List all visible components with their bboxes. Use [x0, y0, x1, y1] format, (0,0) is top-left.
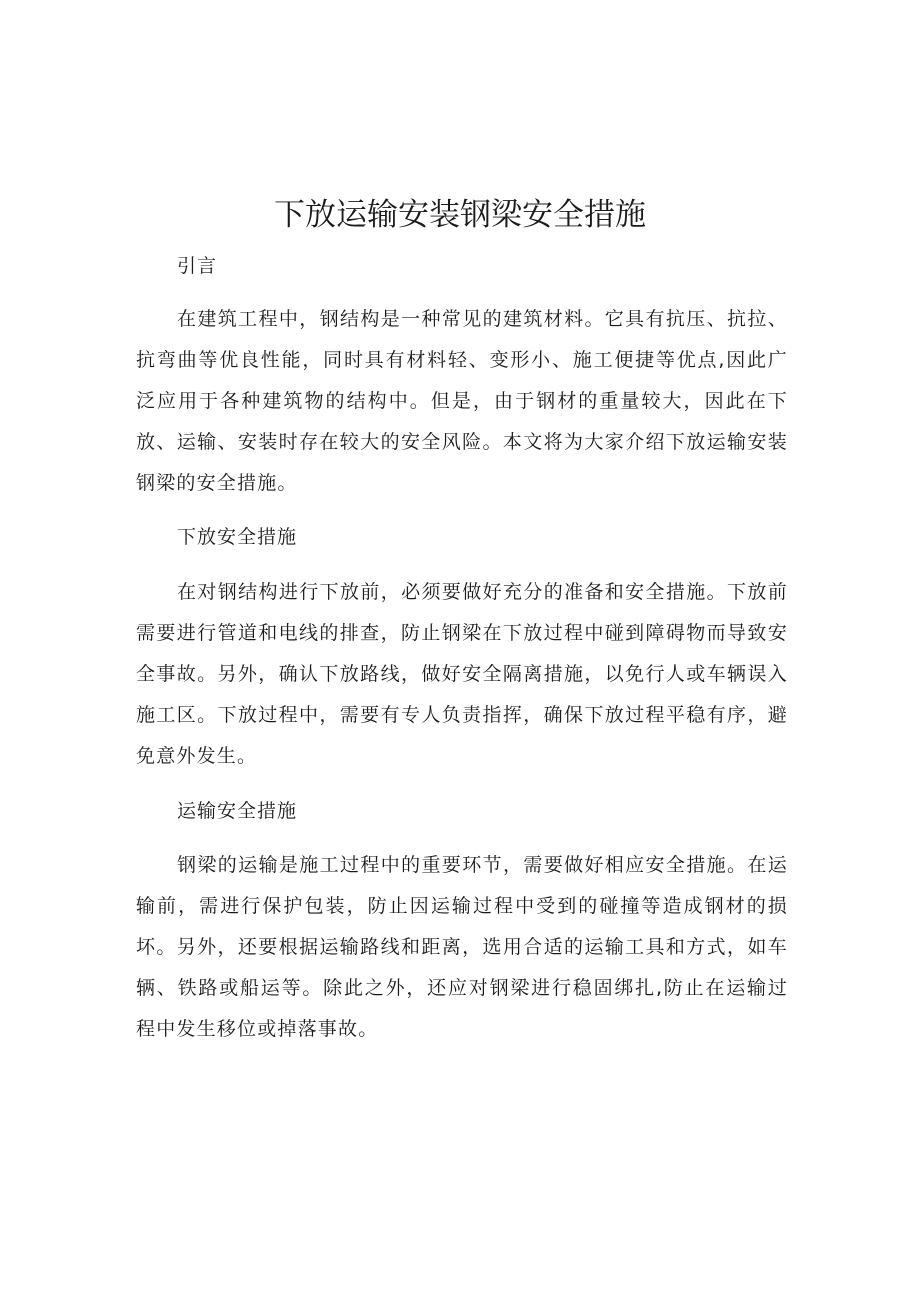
section-body-transport-safety: 钢梁的运输是施工过程中的重要环节，需要做好相应安全措施。在运输前，需进行保护包装，防止因运输过程中受到的碰撞等造成钢材的损坏。另外，还要根据运输路线和距离，选用合适的运输工具和方式，如车辆、铁路或船运等。除此之外，还应对钢梁进行稳固绑扎,防止在运输过程中发生移位或掉落事故。: [136, 854, 788, 1040]
section-heading-intro: 引言: [177, 255, 218, 277]
section-body-lowering-safety: 在对钢结构进行下放前，必须要做好充分的准备和安全措施。下放前需要进行管道和电线的排查，防止钢梁在下放过程中碰到障碍物而导致安全事故。另外，确认下放路线，做好安全隔离措施，以免行人或车辆误入施工区。下放过程中，需要有专人负责指挥，确保下放过程平稳有序，避免意外发生。: [136, 581, 788, 767]
section-heading-transport-safety: 运输安全措施: [177, 800, 298, 822]
section-body-intro: 在建筑工程中，钢结构是一种常见的建筑材料。它具有抗压、抗拉、抗弯曲等优良性能，同时具有材料轻、变形小、施工便捷等优点,因此广泛应用于各种建筑物的结构中。但是，由于钢材的重量较大，因此在下放、运输、安装时存在较大的安全风险。本文将为大家介绍下放运输安装钢梁的安全措施。: [136, 308, 788, 494]
document-title: 下放运输安装钢梁安全措施: [274, 197, 646, 233]
section-heading-lowering-safety: 下放安全措施: [177, 526, 298, 548]
